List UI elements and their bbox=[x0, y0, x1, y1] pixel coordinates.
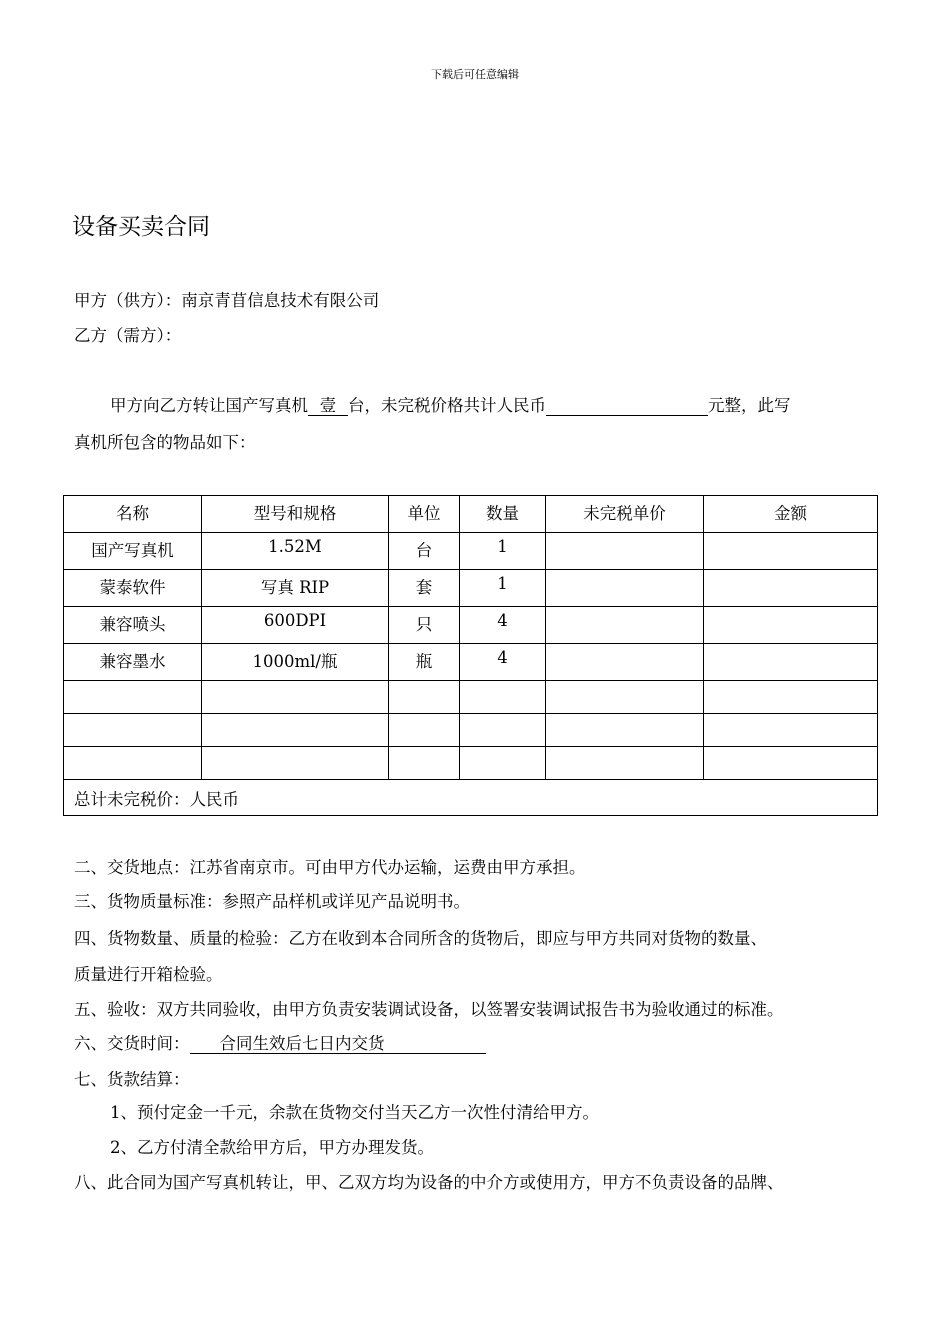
empty-cell bbox=[704, 747, 878, 780]
item-quantity: 4 bbox=[460, 607, 546, 644]
header-unit-price: 未完税单价 bbox=[546, 496, 704, 533]
price-blank bbox=[546, 397, 708, 416]
header-model: 型号和规格 bbox=[202, 496, 389, 533]
empty-cell bbox=[704, 681, 878, 714]
empty-cell bbox=[64, 714, 202, 747]
table-row bbox=[64, 533, 878, 570]
table-row bbox=[64, 607, 878, 644]
party-a: 甲方（供方）：南京青苜信息技术有限公司 bbox=[74, 291, 380, 310]
clause-7: 七、货款结算： bbox=[74, 1070, 190, 1089]
intro-line-2: 真机所包含的物品如下： bbox=[74, 433, 256, 452]
item-unit: 瓶 bbox=[389, 644, 460, 681]
clause-6-label: 六、交货时间： bbox=[74, 1034, 190, 1053]
table-row-empty bbox=[64, 747, 878, 780]
empty-cell bbox=[460, 747, 546, 780]
empty-cell bbox=[64, 681, 202, 714]
item-name: 兼容喷头 bbox=[64, 607, 202, 644]
empty-cell bbox=[704, 714, 878, 747]
item-amount bbox=[704, 607, 878, 644]
empty-cell bbox=[546, 681, 704, 714]
item-amount bbox=[704, 570, 878, 607]
clause-2: 二、交货地点：江苏省南京市。可由甲方代办运输，运费由甲方承担。 bbox=[74, 858, 586, 877]
item-unit: 只 bbox=[389, 607, 460, 644]
item-name: 国产写真机 bbox=[64, 533, 202, 570]
item-unit-price bbox=[546, 607, 704, 644]
item-model: 写真 RIP bbox=[202, 570, 389, 607]
table-row bbox=[64, 644, 878, 681]
empty-cell bbox=[202, 747, 389, 780]
item-name: 兼容墨水 bbox=[64, 644, 202, 681]
item-quantity: 4 bbox=[460, 644, 546, 681]
document-title: 设备买卖合同 bbox=[72, 214, 210, 240]
party-b: 乙方（需方）： bbox=[74, 326, 182, 345]
clause-7-item-2: 2、乙方付清全款给甲方后，甲方办理发货。 bbox=[110, 1138, 434, 1157]
empty-cell bbox=[202, 714, 389, 747]
clause-6 bbox=[74, 1030, 486, 1054]
table-header-row bbox=[64, 496, 878, 533]
delivery-time-value: 合同生效后七日内交货 bbox=[219, 1034, 385, 1053]
delivery-time-blank bbox=[190, 1035, 486, 1054]
item-unit: 台 bbox=[389, 533, 460, 570]
intro-text-1: 甲方向乙方转让国产写真机 bbox=[110, 396, 308, 415]
item-quantity: 1 bbox=[460, 570, 546, 607]
item-amount bbox=[704, 644, 878, 681]
header-amount: 金额 bbox=[704, 496, 878, 533]
empty-cell bbox=[460, 714, 546, 747]
empty-cell bbox=[460, 681, 546, 714]
total-label: 总计未完税价：人民币 bbox=[64, 780, 878, 816]
empty-cell bbox=[546, 714, 704, 747]
item-model: 1000ml/瓶 bbox=[202, 644, 389, 681]
item-unit: 套 bbox=[389, 570, 460, 607]
header-quantity: 数量 bbox=[460, 496, 546, 533]
quantity-blank: 壹 bbox=[308, 397, 348, 416]
table-row-empty bbox=[64, 714, 878, 747]
clause-5: 五、验收：双方共同验收，由甲方负责安装调试设备，以签署安装调试报告书为验收通过的标准。 bbox=[74, 1000, 784, 1019]
item-name: 蒙泰软件 bbox=[64, 570, 202, 607]
item-model: 1.52M bbox=[202, 533, 389, 570]
item-unit-price bbox=[546, 533, 704, 570]
clause-4-line-2: 质量进行开箱检验。 bbox=[74, 965, 223, 984]
items-table bbox=[63, 495, 878, 816]
table-row-empty bbox=[64, 681, 878, 714]
clause-3: 三、货物质量标准：参照产品样机或详见产品说明书。 bbox=[74, 892, 470, 911]
table-row bbox=[64, 570, 878, 607]
clause-8: 八、此合同为国产写真机转让，甲、乙双方均为设备的中介方或使用方，甲方不负责设备的品牌、 bbox=[74, 1173, 784, 1192]
header-unit: 单位 bbox=[389, 496, 460, 533]
item-model: 600DPI bbox=[202, 607, 389, 644]
empty-cell bbox=[389, 714, 460, 747]
empty-cell bbox=[389, 681, 460, 714]
clause-4-line-1: 四、货物数量、质量的检验：乙方在收到本合同所含的货物后，即应与甲方共同对货物的数量、 bbox=[74, 929, 767, 948]
item-unit-price bbox=[546, 570, 704, 607]
empty-cell bbox=[64, 747, 202, 780]
intro-text-3: 元整，此写 bbox=[708, 396, 791, 415]
empty-cell bbox=[389, 747, 460, 780]
intro-line-1 bbox=[110, 392, 791, 416]
empty-cell bbox=[546, 747, 704, 780]
intro-text-2: 台，未完税价格共计人民币 bbox=[348, 396, 546, 415]
item-quantity: 1 bbox=[460, 533, 546, 570]
item-amount bbox=[704, 533, 878, 570]
item-unit-price bbox=[546, 644, 704, 681]
table-total-row bbox=[64, 780, 878, 816]
clause-7-item-1: 1、预付定金一千元，余款在货物交付当天乙方一次性付清给甲方。 bbox=[110, 1103, 599, 1122]
empty-cell bbox=[202, 681, 389, 714]
page-header: 下载后可任意编辑 bbox=[431, 68, 519, 81]
header-name: 名称 bbox=[64, 496, 202, 533]
